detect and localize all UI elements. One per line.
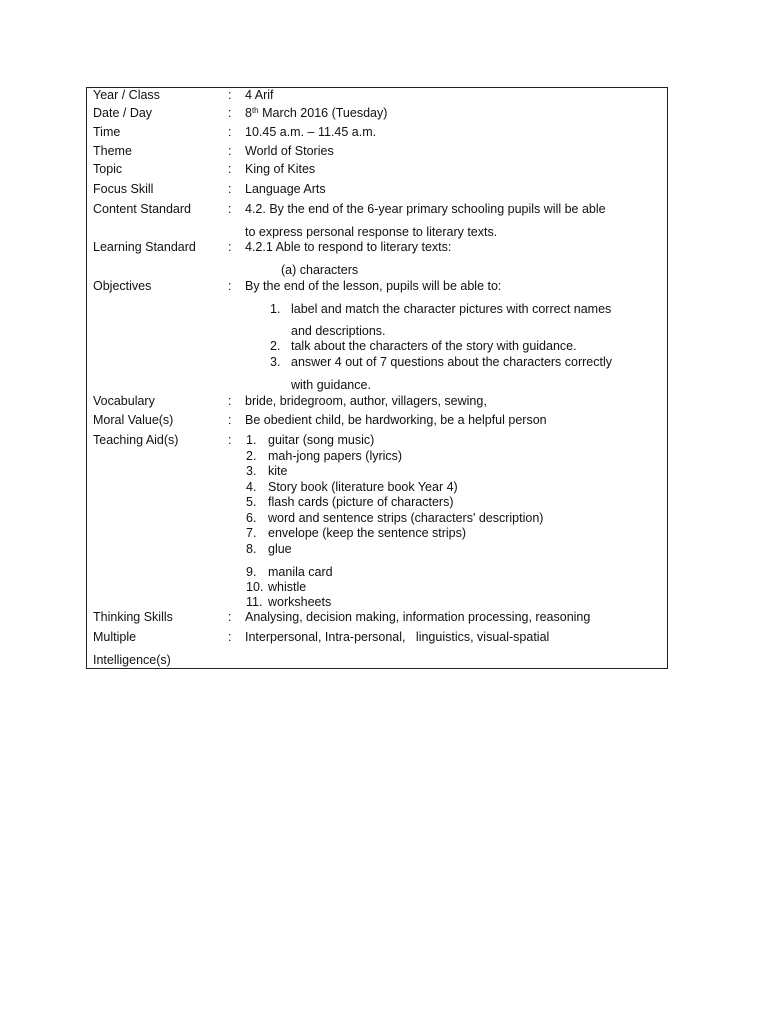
- value-learning-standard-line2: (a) characters: [281, 263, 359, 277]
- label-thinking-skills: Thinking Skills: [93, 610, 173, 624]
- teaching-aid-item: worksheets: [268, 595, 332, 609]
- colon: :: [228, 394, 232, 408]
- teaching-aid-number: 11.: [246, 595, 263, 609]
- teaching-aid-number: 9.: [246, 565, 257, 579]
- value-time: 10.45 a.m. – 11.45 a.m.: [245, 125, 377, 139]
- colon: :: [228, 106, 232, 120]
- teaching-aid-item: flash cards (picture of characters): [268, 495, 454, 509]
- value-thinking-skills: Analysing, decision making, information processing, reasoning: [245, 610, 591, 624]
- date-day-number: 8: [245, 106, 252, 120]
- teaching-aid-number: 8.: [246, 542, 257, 556]
- label-multiple-intelligences-line1: Multiple: [93, 630, 137, 644]
- date-day-suffix: th: [251, 106, 259, 115]
- colon: :: [228, 125, 232, 139]
- colon: :: [228, 279, 232, 293]
- value-moral-values: Be obedient child, be hardworking, be a helpful person: [245, 413, 547, 427]
- colon: :: [228, 144, 232, 158]
- value-topic: King of Kites: [245, 162, 316, 176]
- value-learning-standard-line1: 4.2.1 Able to respond to literary texts:: [245, 240, 452, 254]
- teaching-aid-item: whistle: [268, 580, 307, 594]
- colon: :: [228, 413, 232, 427]
- colon: :: [228, 610, 232, 624]
- value-theme: World of Stories: [245, 144, 334, 158]
- label-objectives: Objectives: [93, 279, 152, 293]
- label-focus-skill: Focus Skill: [93, 182, 154, 196]
- teaching-aid-number: 5.: [246, 495, 257, 509]
- label-moral-values: Moral Value(s): [93, 413, 174, 427]
- colon: :: [228, 433, 232, 447]
- teaching-aid-item: Story book (literature book Year 4): [268, 480, 458, 494]
- label-year-class: Year / Class: [93, 88, 160, 102]
- value-date-day: [245, 106, 387, 121]
- value-content-standard-line2: to express personal response to literary texts.: [245, 225, 498, 239]
- teaching-aid-number: 2.: [246, 449, 257, 463]
- teaching-aid-number: 7.: [246, 526, 257, 540]
- objectives-intro: By the end of the lesson, pupils will be able to:: [245, 279, 502, 293]
- date-day-rest: March 2016 (Tuesday): [258, 106, 388, 120]
- objective-item-continued: with guidance.: [291, 378, 371, 392]
- label-multiple-intelligences-line2: Intelligence(s): [93, 653, 171, 667]
- colon: :: [228, 88, 232, 102]
- label-teaching-aids: Teaching Aid(s): [93, 433, 179, 447]
- objective-item: label and match the character pictures with correct names: [291, 302, 612, 316]
- colon: :: [228, 162, 232, 176]
- colon: :: [228, 240, 232, 254]
- teaching-aid-number: 1.: [246, 433, 257, 447]
- objective-number: 2.: [270, 339, 281, 353]
- lesson-plan-table: [86, 87, 668, 669]
- teaching-aid-number: 10.: [246, 580, 264, 594]
- label-content-standard: Content Standard: [93, 202, 191, 216]
- colon: :: [228, 182, 232, 196]
- teaching-aid-number: 4.: [246, 480, 257, 494]
- teaching-aid-item: manila card: [268, 565, 333, 579]
- objective-item-continued: and descriptions.: [291, 324, 386, 338]
- teaching-aid-number: 3.: [246, 464, 257, 478]
- teaching-aid-item: guitar (song music): [268, 433, 375, 447]
- value-focus-skill: Language Arts: [245, 182, 326, 196]
- label-time: Time: [93, 125, 121, 139]
- objective-number: 3.: [270, 355, 281, 369]
- value-vocabulary: bride, bridegroom, author, villagers, sewing,: [245, 394, 487, 408]
- teaching-aid-item: envelope (keep the sentence strips): [268, 526, 467, 540]
- value-year-class: 4 Arif: [245, 88, 274, 102]
- teaching-aid-number: 6.: [246, 511, 257, 525]
- teaching-aid-item: kite: [268, 464, 288, 478]
- value-multiple-intelligences: Interpersonal, Intra-personal, linguistics, visual-spatial: [245, 630, 550, 644]
- objective-number: 1.: [270, 302, 281, 316]
- colon: :: [228, 202, 232, 216]
- teaching-aid-item: glue: [268, 542, 292, 556]
- value-content-standard-line1: 4.2. By the end of the 6-year primary schooling pupils will be able: [245, 202, 606, 216]
- label-learning-standard: Learning Standard: [93, 240, 196, 254]
- label-date-day: Date / Day: [93, 106, 153, 120]
- label-theme: Theme: [93, 144, 132, 158]
- objective-item: answer 4 out of 7 questions about the characters correctly: [291, 355, 613, 369]
- teaching-aid-item: mah-jong papers (lyrics): [268, 449, 403, 463]
- teaching-aid-item: word and sentence strips (characters' description): [268, 511, 544, 525]
- label-vocabulary: Vocabulary: [93, 394, 155, 408]
- colon: :: [228, 630, 232, 644]
- label-topic: Topic: [93, 162, 123, 176]
- objective-item: talk about the characters of the story with guidance.: [291, 339, 577, 353]
